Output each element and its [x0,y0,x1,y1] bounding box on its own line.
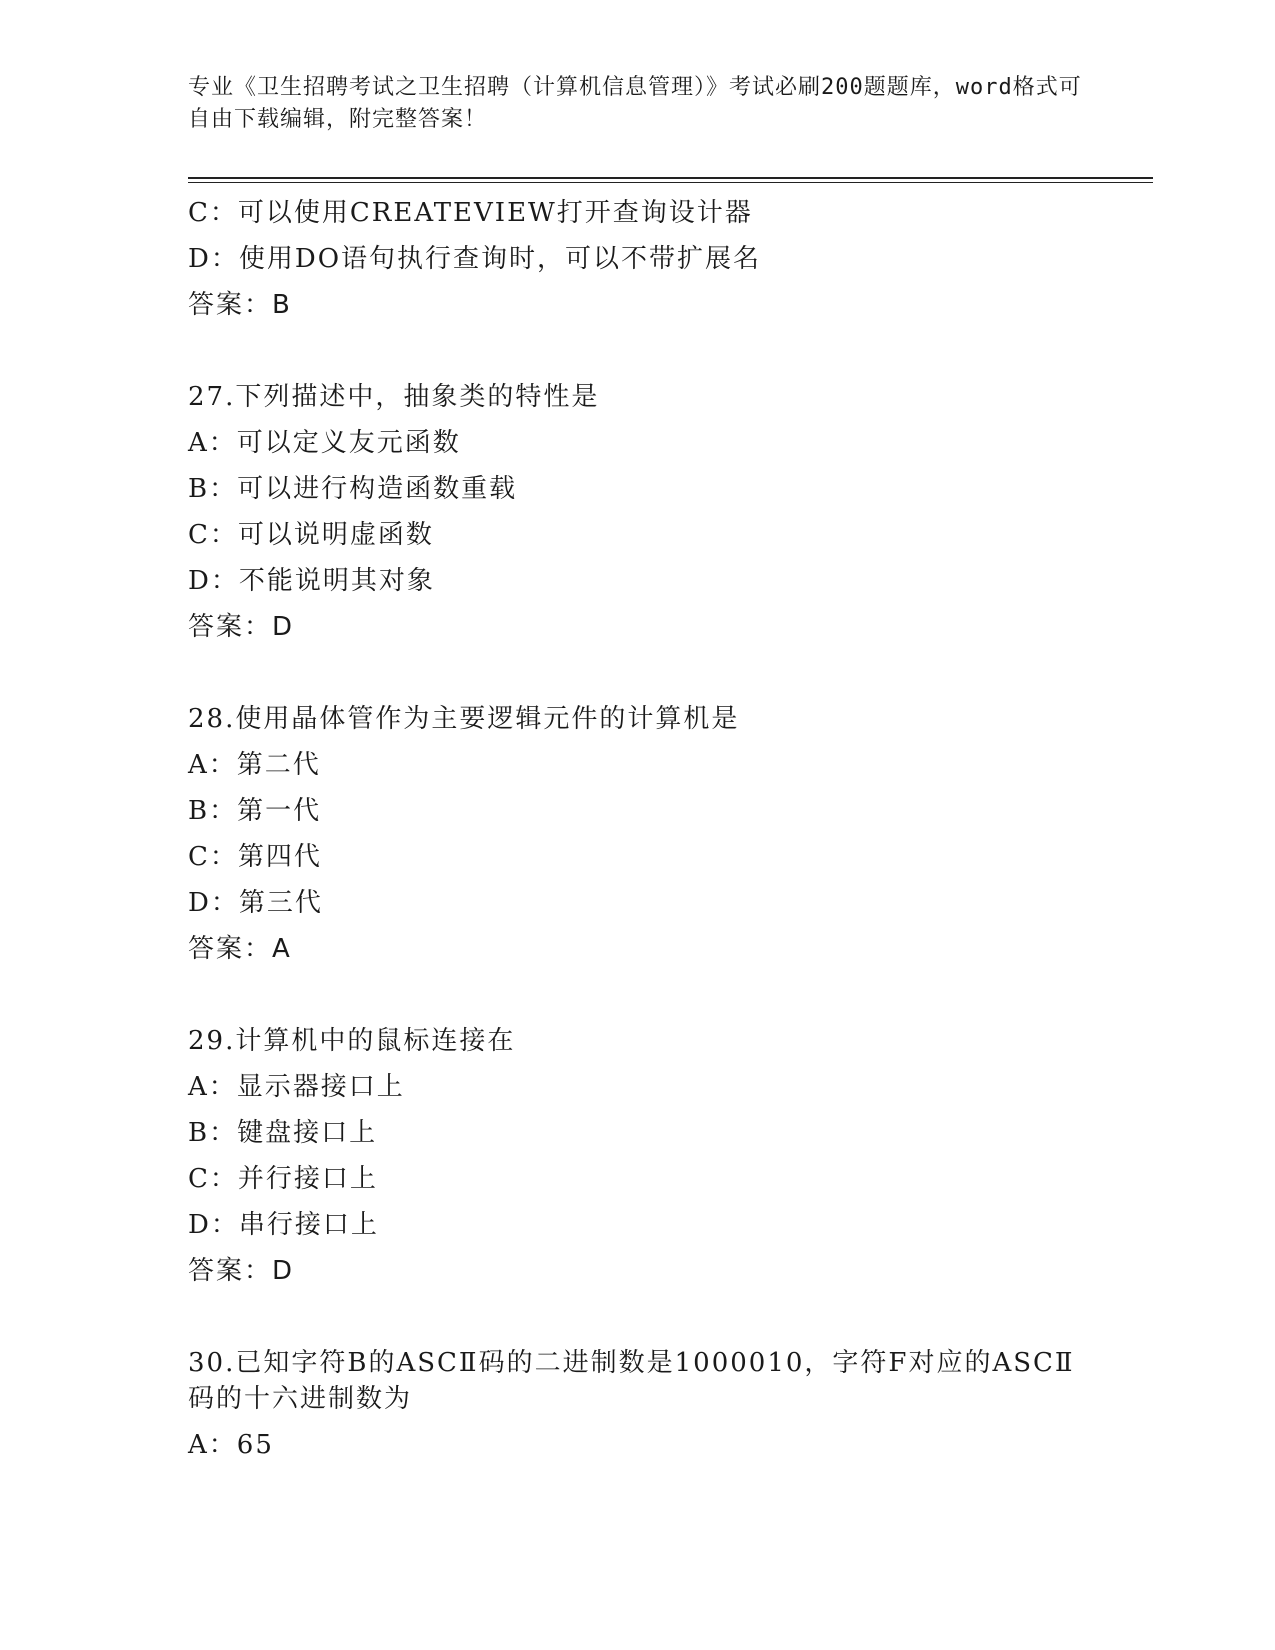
spacer [188,328,1088,374]
document-header: 专业《卫生招聘考试之卫生招聘（计算机信息管理）》考试必刷200题题库，word格式可自由下载编辑，附完整答案！ [188,75,1082,132]
spacer [188,650,1088,696]
option-d: D：不能说明其对象 [188,566,435,596]
answer: 答案：A [188,934,292,964]
option-a: A：第二代 [188,750,321,780]
spacer [188,1294,1088,1340]
option-a: A：可以定义友元函数 [188,428,461,458]
option-c: C：可以说明虚函数 [188,520,434,550]
option-d: D：串行接口上 [188,1210,379,1240]
question-list [188,190,1088,1468]
question-29: 29.计算机中的鼠标连接在 [188,1026,516,1056]
answer: 答案：B [188,290,292,320]
question-28: 28.使用晶体管作为主要逻辑元件的计算机是 [188,704,740,734]
option-c: C：可以使用CREATEVIEW打开查询设计器 [188,198,753,228]
option-a: A：65 [188,1430,274,1460]
option-a: A：显示器接口上 [188,1072,405,1102]
spacer [188,972,1088,1018]
question-30: 30.已知字符B的ASCⅡ码的二进制数是1000010，字符F对应的ASCⅡ码的十六进制数为 [188,1348,1075,1414]
header-rule-thin [188,182,1153,183]
header-rule-thick [188,177,1153,179]
question-27: 27.下列描述中，抽象类的特性是 [188,382,600,412]
option-d: D：第三代 [188,888,323,918]
option-b: B：第一代 [188,796,322,826]
option-c: C：第四代 [188,842,322,872]
option-c: C：并行接口上 [188,1164,378,1194]
answer: 答案：D [188,612,295,642]
option-d: D：使用DO语句执行查询时，可以不带扩展名 [188,244,762,274]
option-b: B：键盘接口上 [188,1118,378,1148]
answer: 答案：D [188,1256,295,1286]
option-b: B：可以进行构造函数重载 [188,474,518,504]
